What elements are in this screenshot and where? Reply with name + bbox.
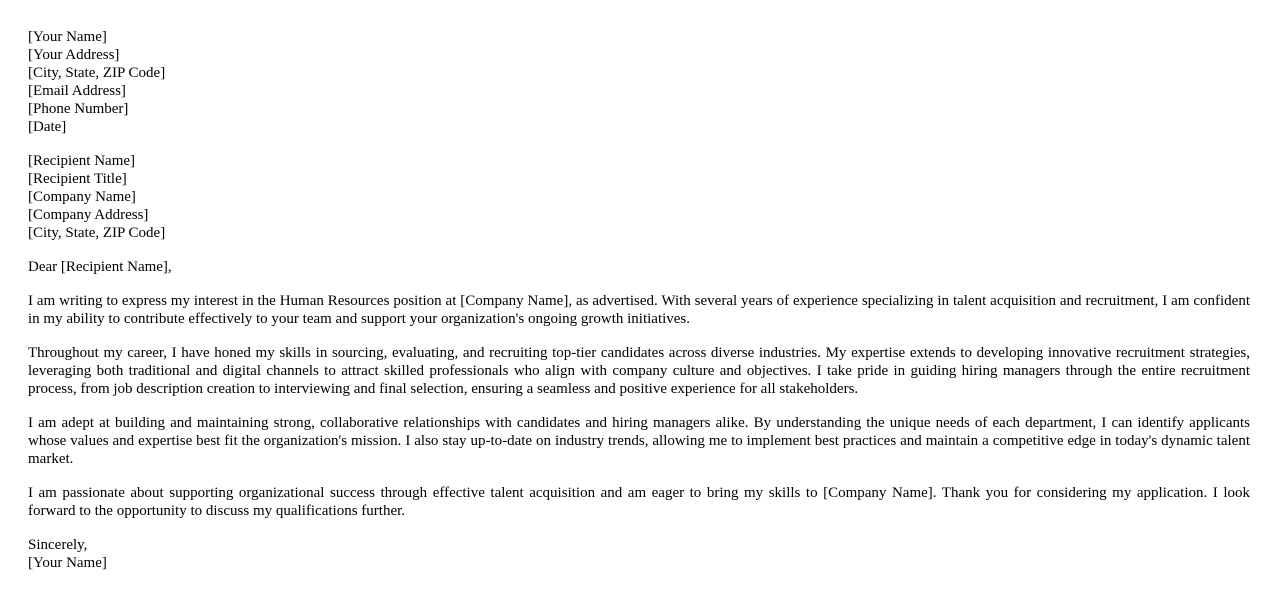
signature-name: [Your Name] <box>28 555 107 571</box>
closing-block <box>28 536 1250 572</box>
body-paragraph-3: I am adept at building and maintaining strong, collaborative relationships with candidates and hiring managers alike. By understanding the unique needs of each department, I can identify applicants whose values and expertise best fit the organization's mission. I also stay up-to-date on industry trends, allowing me to implement best practices and maintain a competitive edge in today's dynamic talent market. <box>28 415 1250 467</box>
body-paragraph-2: Throughout my career, I have honed my skills in sourcing, evaluating, and recruiting top-tier candidates across diverse industries. My expertise extends to developing innovative recruitment strategies, leveraging both traditional and digital channels to attract skilled professionals who align with company culture and objectives. I take pride in guiding hiring managers through the entire recruitment process, from job description creation to interviewing and final selection, ensuring a seamless and positive experience for all stakeholders. <box>28 345 1250 397</box>
letter-date: [Date] <box>28 119 67 135</box>
sender-address: [Your Address] <box>28 47 120 63</box>
body-paragraph-1: I am writing to express my interest in the Human Resources position at [Company Name], as advertised. With several years of experience specializing in talent acquisition and recruitment, I am confident in my ability to contribute effectively to your team and support your organization's ongoing growth initiatives. <box>28 293 1250 327</box>
sender-email: [Email Address] <box>28 83 126 99</box>
sender-city-state-zip: [City, State, ZIP Code] <box>28 65 166 81</box>
valediction: Sincerely, <box>28 537 88 553</box>
recipient-city-state-zip: [City, State, ZIP Code] <box>28 225 166 241</box>
sender-block <box>28 28 1250 136</box>
sender-name: [Your Name] <box>28 29 107 45</box>
sender-phone: [Phone Number] <box>28 101 129 117</box>
recipient-company-address: [Company Address] <box>28 207 149 223</box>
body-paragraph-4: I am passionate about supporting organizational success through effective talent acquisition and am eager to bring my skills to [Company Name]. Thank you for considering my application. I look forward to the opportunity to discuss my qualifications further. <box>28 485 1250 519</box>
recipient-block <box>28 152 1250 242</box>
salutation: Dear [Recipient Name], <box>28 259 172 275</box>
recipient-company: [Company Name] <box>28 189 136 205</box>
recipient-title: [Recipient Title] <box>28 171 127 187</box>
recipient-name: [Recipient Name] <box>28 153 136 169</box>
